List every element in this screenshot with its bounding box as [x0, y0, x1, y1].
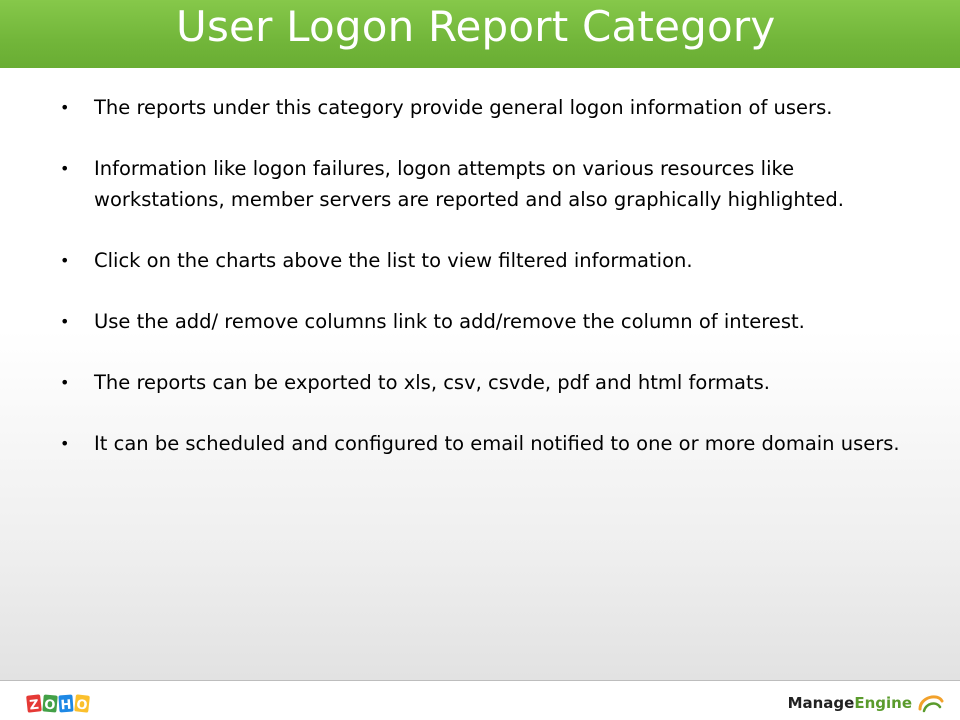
bullet-text: The reports can be exported to xls, csv, csvde, pdf and html formats. — [94, 371, 770, 394]
bullet-dot-icon: • — [60, 251, 70, 270]
bullet-dot-icon: • — [60, 434, 70, 453]
bullet-item — [60, 245, 900, 276]
manageengine-logo — [788, 688, 946, 718]
bullet-item — [60, 92, 900, 123]
bullet-dot-icon: • — [60, 159, 70, 178]
bullet-item — [60, 367, 900, 398]
bullet-text: It can be scheduled and configured to email notified to one or more domain users. — [94, 432, 900, 455]
svg-text:Z: Z — [28, 697, 40, 714]
bullet-text: Information like logon failures, logon attempts on various resources like workstations, member servers are reported and also graphically highlighted. — [94, 157, 844, 211]
svg-text:O: O — [43, 697, 57, 714]
bullet-text: The reports under this category provide general logon information of users. — [94, 96, 833, 119]
bullet-dot-icon: • — [60, 312, 70, 331]
title-bar — [0, 0, 960, 68]
svg-text:O: O — [75, 697, 89, 714]
slide-title: User Logon Report Category — [176, 2, 776, 51]
zoho-logo-icon — [26, 689, 92, 719]
svg-text:H: H — [60, 697, 73, 714]
manageengine-swirl-icon — [916, 689, 946, 717]
manageengine-logo-text: ManageEngine — [787, 694, 912, 712]
bullet-text: Click on the charts above the list to view filtered information. — [94, 249, 693, 272]
bullet-item — [60, 428, 900, 459]
bullet-dot-icon: • — [60, 98, 70, 117]
bullet-list — [60, 92, 900, 489]
bullet-item — [60, 153, 900, 215]
bullet-item — [60, 306, 900, 337]
bullet-dot-icon: • — [60, 373, 70, 392]
bullet-text: Use the add/ remove columns link to add/remove the column of interest. — [94, 310, 805, 333]
